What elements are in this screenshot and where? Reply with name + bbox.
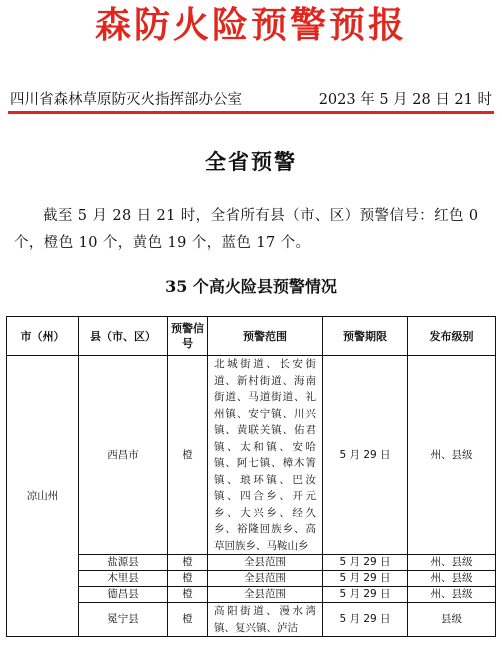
table-row — [7, 571, 496, 587]
county-cell: 冕宁县 — [79, 603, 168, 637]
issuer-office: 四川省森林草原防灭火指挥部办公室 — [10, 92, 242, 108]
masthead-title: 森防火险预警预报 — [94, 5, 407, 46]
warning-table — [6, 316, 496, 637]
table-row — [7, 356, 496, 555]
scope-cell: 高阳街道、漫水湾镇、复兴镇、泸沽 — [208, 603, 323, 637]
header-level: 发布级别 — [408, 317, 496, 356]
header-prefecture: 市（州） — [7, 317, 79, 356]
level-cell: 州、县级 — [408, 587, 496, 603]
period-cell: 5 月 29 日 — [323, 571, 408, 587]
header-period: 预警期限 — [323, 317, 408, 356]
period-cell: 5 月 29 日 — [323, 587, 408, 603]
summary-paragraph: 截至 5 月 28 日 21 时，全省所有县（市、区）预警信号：红色 0 个，橙色 10 个，黄色 19 个，蓝色 17 个。 — [14, 208, 479, 251]
county-cell: 盐源县 — [79, 555, 168, 571]
signal-cell: 橙 — [168, 356, 208, 555]
signal-cell: 橙 — [168, 603, 208, 637]
county-cell: 西昌市 — [79, 356, 168, 555]
header-county: 县（市、区） — [79, 317, 168, 356]
red-divider — [8, 111, 494, 114]
signal-cell: 橙 — [168, 587, 208, 603]
level-cell: 州、县级 — [408, 571, 496, 587]
period-cell: 5 月 29 日 — [323, 555, 408, 571]
document-title: 全省预警 — [205, 149, 297, 174]
period-cell: 5 月 29 日 — [323, 603, 408, 637]
table-title: 35 个高火险县预警情况 — [165, 277, 337, 296]
scope-cell: 全县范围 — [208, 571, 323, 587]
prefecture-cell: 凉山州 — [7, 356, 79, 637]
table-row — [7, 603, 496, 637]
signal-cell: 橙 — [168, 555, 208, 571]
header-scope: 预警范围 — [208, 317, 323, 356]
scope-cell: 全县范围 — [208, 587, 323, 603]
county-cell: 木里县 — [79, 571, 168, 587]
county-cell: 德昌县 — [79, 587, 168, 603]
level-cell: 州、县级 — [408, 555, 496, 571]
signal-cell: 橙 — [168, 571, 208, 587]
issue-time: 2023 年 5 月 28 日 21 时 — [318, 92, 492, 108]
level-cell: 州、县级 — [408, 356, 496, 555]
issuer-row — [8, 90, 494, 110]
header-signal: 预警信号 — [168, 317, 208, 356]
table-row — [7, 587, 496, 603]
scope-cell: 全县范围 — [208, 555, 323, 571]
table-header-row — [7, 317, 496, 356]
period-cell: 5 月 29 日 — [323, 356, 408, 555]
table-row — [7, 555, 496, 571]
scope-cell: 北城街道、长安街道、新村街道、海南街道、马道街道、礼州镇、安宁镇、川兴镇、黄联关镇、佑君镇、太和镇、安哈镇、阿七镇、樟木箐镇、琅环镇、巴汝镇、四合乡、开元乡、大兴乡、经久乡、裕隆回族乡、高草回族乡、马鞍山乡 — [208, 356, 323, 555]
level-cell: 县级 — [408, 603, 496, 637]
